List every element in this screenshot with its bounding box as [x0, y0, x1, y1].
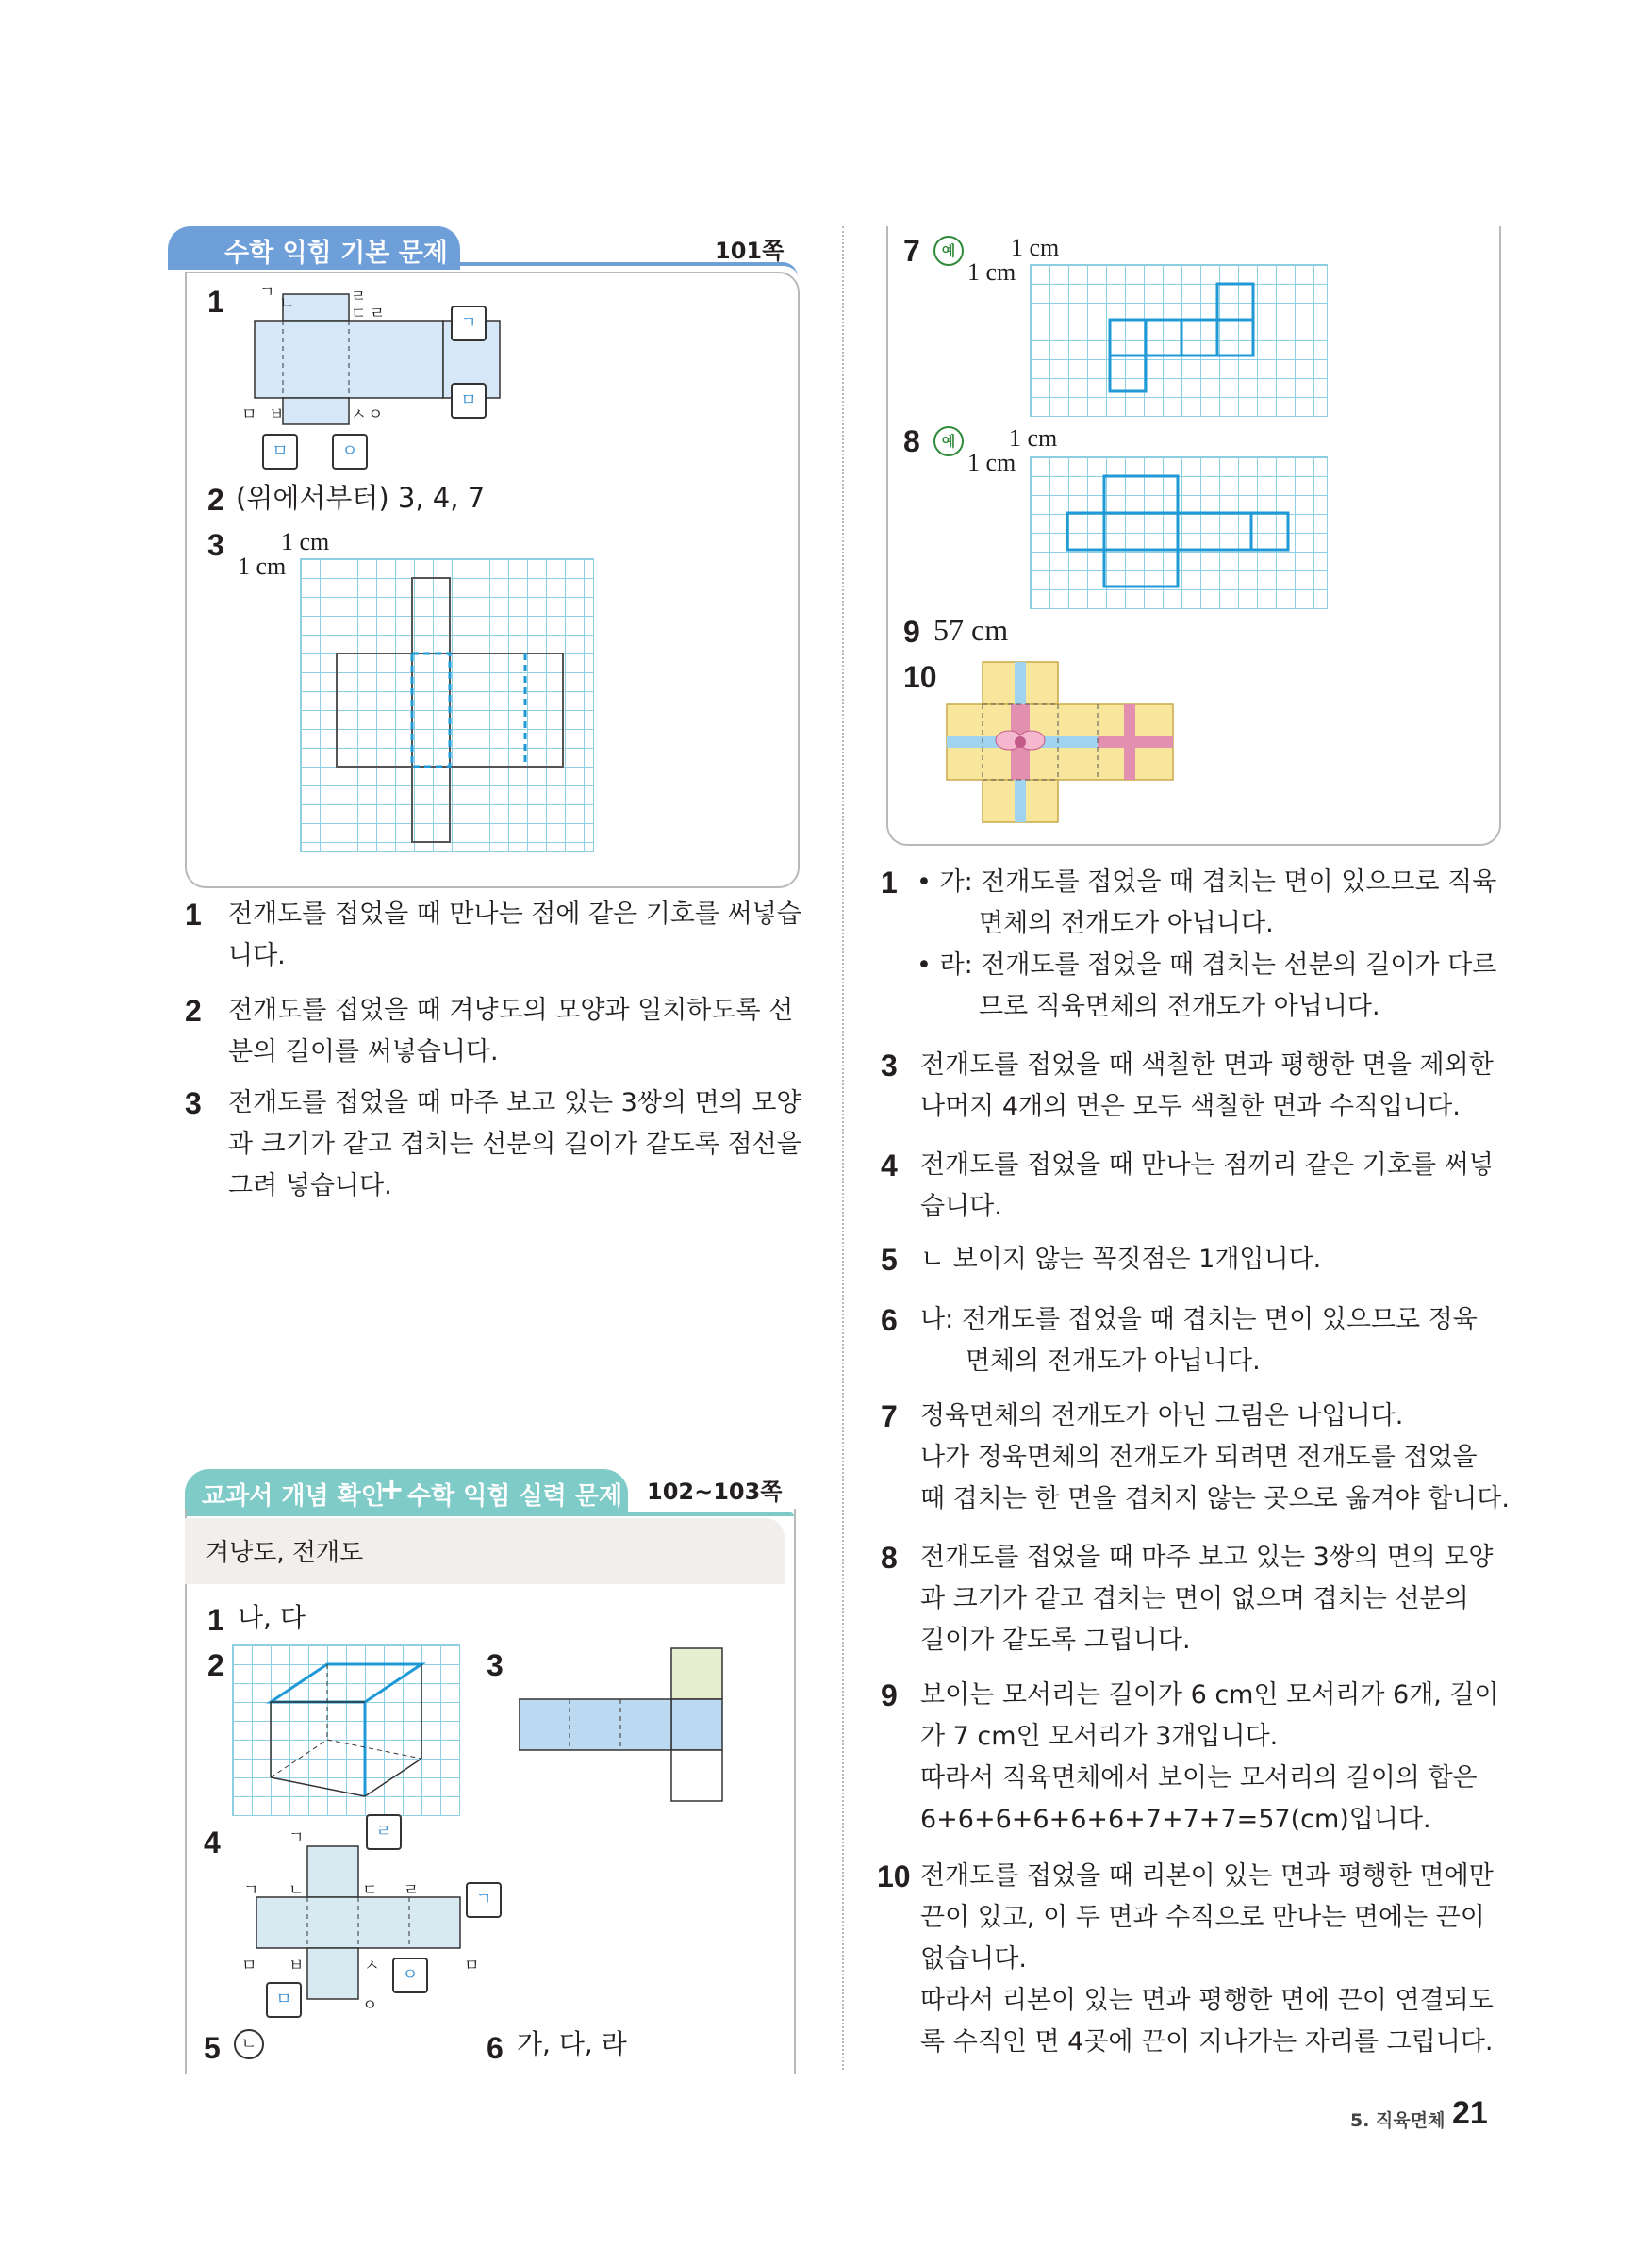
q2-number: 2 — [207, 483, 224, 517]
q7-example-badge: 예 — [933, 236, 964, 266]
q7-unit-top: 1 cm — [1011, 234, 1060, 261]
r-explain-7: 정육면체의 전개도가 아닌 그림은 나입니다. 나가 정육면체의 전개도가 되려면 전개도를 접었을 때 겹치는 한 면을 겹치지 않는 곳으로 옮겨야 합니다. — [920, 1401, 1510, 1513]
s-q3-net — [519, 1644, 731, 1805]
r-q9-answer: 57 cm — [933, 613, 1009, 647]
s-q2-grid — [232, 1644, 460, 1816]
basic-problems-title: 수학 익힘 기본 문제 — [224, 239, 448, 268]
label-d: ㄷ — [351, 305, 367, 323]
label-b: ㅂ — [269, 405, 285, 424]
s-q4-net — [251, 1842, 468, 2003]
q8-example-badge: 예 — [933, 426, 964, 456]
q8-grid — [1030, 456, 1328, 609]
skill-tab-title-b: 수학 익힘 실력 문제 — [407, 1482, 623, 1511]
q4-label-b: ㅂ — [289, 1957, 305, 1975]
r-q10-number: 10 — [903, 660, 937, 694]
q4-box-m: ㅁ — [266, 1982, 302, 2018]
answer-box-g: ㄱ — [451, 306, 487, 341]
r-explain-1: • 가: 전개도를 접었을 때 겹치는 면이 있으므로 직육 면체의 전개도가 아닙니다. • 라: 전개도를 접었을 때 겹치는 선분의 길이가 다르 므로 직육면체의 전개도가 아닙니다. — [917, 867, 1497, 1021]
q4-label-g: ㄱ — [289, 1828, 305, 1847]
q7-unit-left: 1 cm — [967, 258, 1016, 286]
basic-problems-tab — [168, 226, 460, 270]
q8-unit-left: 1 cm — [967, 449, 1016, 476]
r-q7-number: 7 — [903, 234, 920, 268]
skill-page-ref: 102~103쪽 — [647, 1479, 783, 1505]
answer-box-m: ㅁ — [451, 383, 487, 419]
label-s: ㅅ — [351, 405, 367, 424]
plus-icon: + — [379, 1471, 405, 1507]
answer-box-o: ㅇ — [332, 434, 368, 470]
explain-num-3: 3 — [185, 1086, 202, 1120]
q4-label-m2: ㅁ — [464, 1957, 480, 1975]
explain-1: 전개도를 접었을 때 만나는 점에 같은 기호를 써넣습 니다. — [228, 900, 801, 970]
s-q1-number: 1 — [207, 1603, 224, 1637]
r-explain-10: 전개도를 접었을 때 리본이 있는 면과 평행한 면에만 끈이 있고, 이 두 면과 수직으로 만나는 면에는 끈이 없습니다. 따라서 리본이 있는 면과 평행한 면에 끈이 연결되도 록 수직인 면 4곳에 끈이 지나가는 자리를 그립니다. — [920, 1861, 1494, 2057]
r-q8-number: 8 — [903, 424, 920, 458]
r-explain-num-1: 1 — [881, 866, 898, 900]
r-explain-3: 전개도를 접었을 때 색칠한 면과 평행한 면을 제외한 나머지 4개의 면은 모두 색칠한 면과 수직입니다. — [920, 1050, 1494, 1121]
footer-chapter: 5. 직육면체 — [1350, 2110, 1446, 2131]
label-n: ㄴ — [279, 294, 295, 313]
r-explain-num-4: 4 — [881, 1148, 898, 1182]
column-divider — [842, 226, 844, 2070]
s-q5-answer: ㄴ — [234, 2029, 264, 2059]
r-explain-num-9: 9 — [881, 1678, 898, 1712]
q4-label-m: ㅁ — [241, 1957, 257, 1975]
q4-label-s: ㅅ — [364, 1957, 380, 1975]
r-explain-num-5: 5 — [881, 1243, 898, 1277]
r-explain-6: 나: 전개도를 접었을 때 겹치는 면이 있으므로 정육 면체의 전개도가 아닙니다. — [920, 1305, 1478, 1376]
q2-answer: (위에서부터) 3, 4, 7 — [236, 482, 486, 514]
label-m: ㅁ — [241, 405, 257, 424]
explain-2: 전개도를 접었을 때 겨냥도의 모양과 일치하도록 선 분의 길이를 써넣습니다. — [228, 996, 794, 1066]
page-number: 21 — [1452, 2095, 1488, 2131]
s-q5-number: 5 — [204, 2031, 221, 2065]
q4-label-o: ㅇ — [362, 1996, 378, 2015]
q3-number: 3 — [207, 528, 224, 562]
q4-box-r: ㄹ — [366, 1814, 402, 1850]
r-explain-9: 보이는 모서리는 길이가 6 cm인 모서리가 6개, 길이 가 7 cm인 모서리가 3개입니다. 따라서 직육면체에서 보이는 모서리의 길이의 합은 6+6+6+6+6+6+7+7+7=57(cm)입니다. — [920, 1680, 1499, 1834]
r-explain-5: ㄴ 보이지 않는 꼭짓점은 1개입니다. — [920, 1245, 1322, 1274]
explain-num-1: 1 — [185, 898, 202, 932]
s-q1-answer: 나, 다 — [238, 1602, 306, 1633]
skill-tab-title-a: 교과서 개념 확인 — [202, 1482, 385, 1511]
q4-box-g: ㄱ — [466, 1882, 502, 1918]
q3-unit-top: 1 cm — [281, 528, 330, 555]
q4-label-g2: ㄱ — [243, 1881, 259, 1900]
answer-box-m2: ㅁ — [262, 434, 298, 470]
q7-grid — [1030, 264, 1328, 417]
r-explain-num-10: 10 — [877, 1859, 911, 1893]
r-explain-num-7: 7 — [881, 1399, 898, 1433]
r-explain-8: 전개도를 접었을 때 마주 보고 있는 3쌍의 면의 모양 과 크기가 같고 겹치는 면이 없으며 겹치는 선분의 길이가 같도록 그립니다. — [920, 1543, 1494, 1655]
q3-unit-left: 1 cm — [238, 553, 287, 580]
q3-grid — [300, 558, 594, 852]
q8-unit-top: 1 cm — [1009, 424, 1058, 452]
q10-gift-net — [945, 660, 1181, 825]
label-r: ㄹ — [351, 288, 367, 306]
q4-label-r: ㄹ — [404, 1881, 420, 1900]
label-r2: ㄹ — [370, 305, 386, 323]
s-q2-number: 2 — [207, 1648, 224, 1682]
r-q9-number: 9 — [903, 615, 920, 649]
s-q6-answer: 가, 다, 라 — [517, 2028, 627, 2059]
s-q6-number: 6 — [487, 2031, 504, 2065]
explain-num-2: 2 — [185, 994, 202, 1028]
explain-3: 전개도를 접었을 때 마주 보고 있는 3쌍의 면의 모양 과 크기가 같고 겹치는 선분의 길이가 같도록 점선을 그려 넣습니다. — [228, 1088, 801, 1200]
r-explain-num-8: 8 — [881, 1541, 898, 1575]
basic-page-ref: 101쪽 — [715, 238, 785, 264]
q4-label-d: ㄷ — [362, 1881, 378, 1900]
skill-box-heading: 겨냥도, 전개도 — [185, 1518, 785, 1584]
r-explain-num-3: 3 — [881, 1049, 898, 1082]
q1-number: 1 — [207, 285, 224, 319]
q4-label-n: ㄴ — [289, 1881, 305, 1900]
s-q4-number: 4 — [204, 1826, 221, 1859]
s-q3-number: 3 — [487, 1648, 504, 1682]
r-explain-num-6: 6 — [881, 1303, 898, 1337]
q4-box-o: ㅇ — [392, 1958, 428, 1993]
r-explain-4: 전개도를 접었을 때 만나는 점끼리 같은 기호를 써넣 습니다. — [920, 1150, 1494, 1221]
label-g: ㄱ — [259, 283, 275, 302]
label-o: ㅇ — [368, 405, 384, 424]
